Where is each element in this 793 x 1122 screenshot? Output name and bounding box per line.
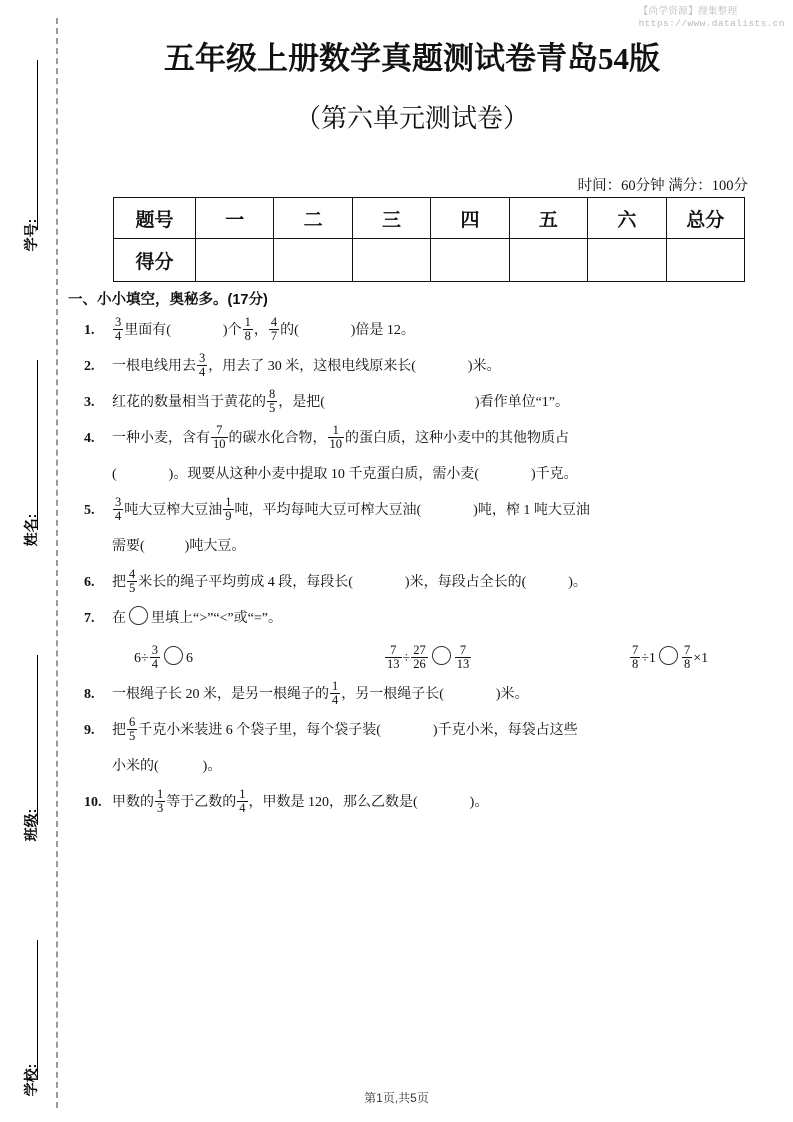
fraction-denominator: 4	[115, 329, 122, 343]
question-body	[112, 351, 501, 379]
fraction-denominator: 4	[332, 693, 339, 707]
score-cell[interactable]	[588, 239, 666, 282]
question-text: ，甲数是 120，那么乙数是(	[248, 795, 418, 810]
question-text: )米。	[495, 687, 529, 702]
fraction-numerator: 1	[239, 787, 246, 802]
fraction-denominator: 4	[115, 509, 122, 523]
fraction-numerator: 6	[129, 715, 136, 730]
question-text: 等于乙数的	[166, 795, 237, 810]
question-item	[62, 349, 762, 385]
score-table-row-header: 得分	[114, 239, 196, 282]
question-body	[112, 611, 282, 626]
question-text: )看作单位“1”。	[474, 395, 570, 410]
fraction	[630, 644, 640, 671]
fraction	[243, 316, 253, 343]
fraction	[113, 316, 123, 343]
question-item	[62, 493, 762, 565]
question-text: 6	[185, 651, 193, 666]
fraction-denominator: 9	[225, 509, 232, 523]
score-table-column-header: 四	[431, 198, 509, 239]
fraction	[267, 388, 277, 415]
score-table-column-header: 总分	[666, 198, 744, 239]
comparison-item	[134, 641, 384, 677]
question-text: )。现要从这种小麦中提取 10 千克蛋白质，需小麦(	[168, 467, 479, 482]
question-number: 10.	[84, 795, 102, 810]
comparison-circle[interactable]	[659, 646, 678, 665]
question-body	[112, 387, 570, 415]
question-item	[62, 565, 762, 601]
question-text: 在	[112, 611, 126, 626]
question-text: 甲数的	[112, 795, 154, 810]
fraction-denominator: 5	[129, 729, 136, 743]
fraction-numerator: 3	[199, 351, 206, 366]
watermark	[639, 6, 785, 30]
fraction-denominator: 4	[199, 365, 206, 379]
score-table-column-header: 二	[274, 198, 352, 239]
fraction	[127, 568, 137, 595]
question-text: 米长的绳子平均剪成 4 段，每段长(	[138, 575, 353, 590]
fraction-numerator: 1	[225, 495, 232, 510]
page-title: 五年级上册数学真题测试卷青岛54版	[164, 41, 660, 76]
fraction	[155, 788, 165, 815]
question-item	[62, 313, 762, 349]
fraction-denominator: 8	[632, 657, 639, 671]
question-text: )千克。	[531, 467, 578, 482]
fraction-denominator: 13	[456, 657, 470, 671]
question-text: 千克小米装进 6 个袋子里，每个袋子装(	[138, 723, 381, 738]
question-list	[62, 313, 762, 821]
question-text: )吨大豆。	[184, 539, 246, 554]
fraction	[682, 644, 692, 671]
score-cell[interactable]	[352, 239, 430, 282]
fraction-denominator: 3	[157, 801, 164, 815]
binding-strip	[0, 0, 62, 1122]
fraction	[455, 644, 472, 671]
sidebar-label-0: 学号:	[23, 218, 39, 252]
fraction-numerator: 7	[216, 423, 223, 438]
page-footer: 第1页,共5页	[364, 1091, 429, 1105]
score-cell[interactable]	[274, 239, 352, 282]
comparison-item	[629, 641, 708, 677]
question-text: 里填上“>”“<”或“=”。	[151, 611, 282, 626]
question-body	[112, 679, 529, 707]
score-table-column-header: 一	[196, 198, 274, 239]
question-text: ÷	[402, 651, 411, 666]
fraction-denominator: 13	[387, 657, 400, 671]
fraction-numerator: 7	[632, 643, 639, 658]
question-body	[112, 715, 578, 774]
fraction	[223, 496, 233, 523]
question-body	[112, 495, 590, 554]
question-text: 需要(	[112, 539, 145, 554]
question-item	[62, 677, 762, 713]
question-number: 8.	[84, 687, 95, 702]
fraction	[411, 644, 428, 671]
fraction	[269, 316, 279, 343]
fraction	[127, 716, 137, 743]
score-table	[113, 197, 745, 282]
table-row	[114, 198, 745, 239]
comparison-row	[112, 641, 762, 677]
question-text: ，另一根绳子长(	[341, 687, 444, 702]
question-text: 小米的(	[112, 759, 159, 774]
question-number: 9.	[84, 723, 95, 738]
question-body	[112, 423, 578, 482]
comparison-circle[interactable]	[432, 646, 451, 665]
question-item	[62, 385, 762, 421]
watermark-source: 【尚学资源】搜集整理	[638, 6, 738, 17]
sidebar-label-2: 班级:	[23, 808, 39, 842]
question-text: 一根绳子长 20 米，是另一根绳子的	[112, 687, 329, 702]
score-table-row-header: 题号	[114, 198, 196, 239]
fraction-denominator: 10	[213, 437, 226, 451]
question-text: )。	[469, 795, 489, 810]
question-number: 1.	[84, 323, 95, 338]
question-text: 一种小麦，含有	[112, 431, 210, 446]
table-row	[114, 239, 745, 282]
question-text: 把	[112, 723, 126, 738]
question-item	[62, 601, 762, 677]
question-number: 6.	[84, 575, 95, 590]
fraction-numerator: 8	[269, 387, 276, 402]
fraction-denominator: 4	[239, 801, 246, 815]
page-subtitle: （第六单元测试卷）	[294, 104, 529, 133]
fraction	[113, 496, 123, 523]
fraction-numerator: 1	[157, 787, 164, 802]
question-text: 吨，平均每吨大豆可榨大豆油(	[234, 503, 422, 518]
fraction-denominator: 26	[413, 657, 426, 671]
question-text: )。	[568, 575, 587, 590]
section-heading: 一、小小填空，奥秘多。(17分)	[68, 292, 268, 308]
score-table-column-header: 三	[352, 198, 430, 239]
fraction-numerator: 1	[244, 315, 251, 330]
question-text: 6÷	[134, 651, 149, 666]
fraction-numerator: 7	[459, 643, 467, 658]
fraction	[385, 644, 402, 671]
question-text: ，是把(	[278, 395, 325, 410]
question-text: ，用去了 30 米，这根电线原来长(	[208, 359, 416, 374]
score-table-column-header: 六	[588, 198, 666, 239]
fraction	[330, 680, 340, 707]
score-cell[interactable]	[509, 239, 587, 282]
fraction-numerator: 4	[129, 567, 136, 582]
fraction-numerator: 4	[270, 315, 278, 330]
question-text: )个	[222, 323, 242, 338]
question-text: )米，每段占全长的(	[404, 575, 527, 590]
fraction-numerator: 3	[151, 643, 158, 658]
sidebar-label-1: 姓名:	[23, 513, 39, 547]
fraction-numerator: 3	[115, 315, 122, 330]
score-cell[interactable]	[666, 239, 744, 282]
fraction-numerator: 1	[332, 423, 339, 438]
question-text: 一根电线用去	[112, 359, 196, 374]
fraction-numerator: 3	[115, 495, 122, 510]
fraction-numerator: 1	[332, 679, 339, 694]
question-text: (	[112, 467, 117, 482]
fraction-denominator: 5	[269, 401, 276, 415]
sidebar-label-3: 学校:	[23, 1063, 39, 1097]
watermark-url: https://www.datalists.cn	[638, 17, 785, 29]
question-text: )。	[202, 759, 222, 774]
question-number: 4.	[84, 431, 95, 446]
exam-meta-info: 时间：60分钟 满分：100分	[577, 178, 748, 194]
fraction	[150, 644, 160, 671]
fraction-numerator: 27	[413, 643, 426, 658]
fraction	[237, 788, 247, 815]
fraction-denominator: 8	[683, 657, 691, 671]
fraction	[197, 352, 207, 379]
fraction-denominator: 8	[244, 329, 251, 343]
question-body	[112, 315, 415, 343]
question-text: 吨大豆榨大豆油	[124, 503, 223, 518]
comparison-item	[384, 641, 629, 677]
question-text: ×1	[693, 651, 709, 666]
question-number: 7.	[84, 611, 95, 626]
question-text: 的碳水化合物，	[228, 431, 327, 446]
question-number: 3.	[84, 395, 95, 410]
comparison-circle[interactable]	[129, 606, 148, 625]
question-text: )千克小米，每袋占这些	[432, 723, 578, 738]
question-item	[62, 785, 762, 821]
fraction-denominator: 4	[151, 657, 158, 671]
question-text: ÷1	[641, 651, 656, 666]
question-number: 2.	[84, 359, 95, 374]
question-text: 红花的数量相当于黄花的	[112, 395, 266, 410]
score-cell[interactable]	[196, 239, 274, 282]
question-text: 里面有(	[124, 323, 171, 338]
question-text: )米。	[467, 359, 501, 374]
question-text: )倍是 12。	[350, 323, 415, 338]
fraction-denominator: 5	[129, 581, 136, 595]
main-content	[62, 288, 762, 821]
question-item	[62, 421, 762, 493]
question-number: 5.	[84, 503, 95, 518]
question-body	[112, 787, 489, 815]
question-text: 的蛋白质，这种小麦中的其他物质占	[345, 431, 569, 446]
fraction-denominator: 7	[270, 329, 278, 343]
question-text: 的(	[280, 323, 299, 338]
fraction-numerator: 7	[390, 643, 397, 658]
question-text: ，	[253, 323, 268, 338]
question-text: 把	[112, 575, 126, 590]
score-table-column-header: 五	[509, 198, 587, 239]
fraction-numerator: 7	[683, 643, 691, 658]
fraction-denominator: 10	[329, 437, 342, 451]
question-item	[62, 713, 762, 785]
fraction	[211, 424, 228, 451]
score-cell[interactable]	[431, 239, 509, 282]
fraction	[328, 424, 345, 451]
question-text: )吨，榨 1 吨大豆油	[473, 503, 590, 518]
comparison-circle[interactable]	[164, 646, 183, 665]
question-body	[112, 567, 587, 595]
